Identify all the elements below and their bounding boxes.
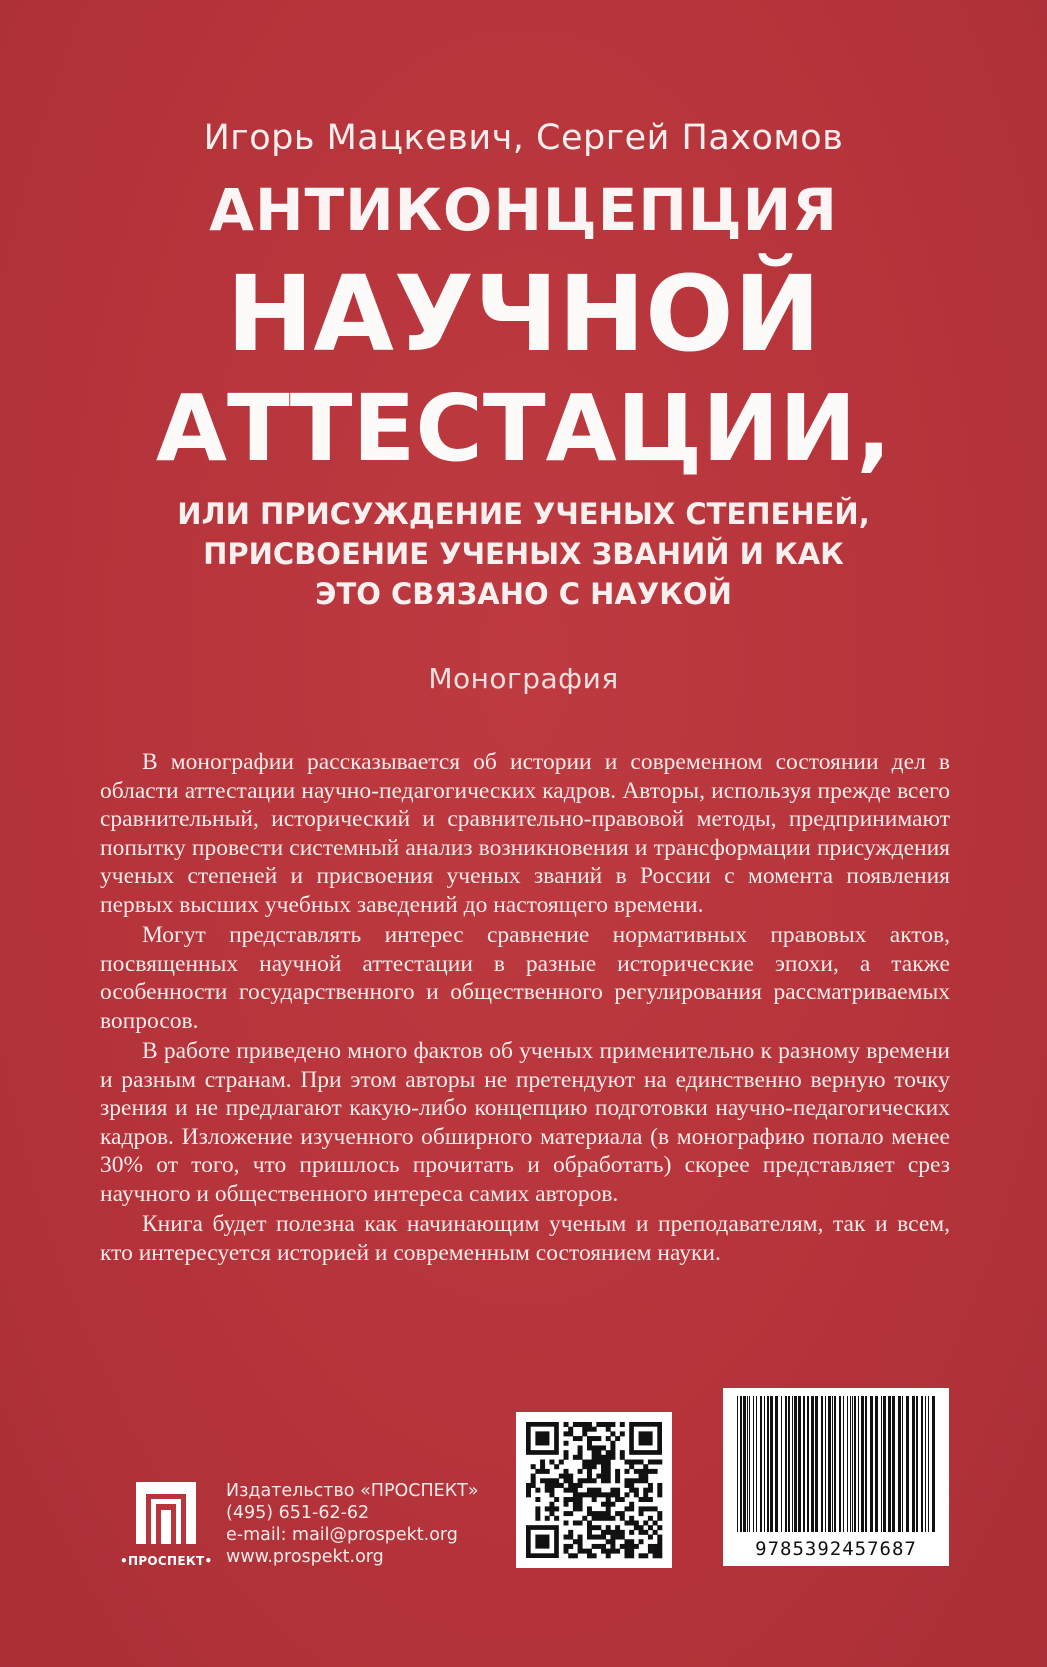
genre-label: Монография <box>428 662 619 695</box>
authors: Игорь Мацкевич, Сергей Пахомов <box>203 118 844 158</box>
title-line-1: АНТИКОНЦЕПЦИЯ <box>209 176 838 244</box>
barcode-bars-icon <box>723 1388 949 1538</box>
isbn-barcode <box>723 1388 949 1566</box>
publisher-logo <box>120 1472 212 1572</box>
title-line-3: АТТЕСТАЦИИ, <box>155 375 892 482</box>
publisher-name: Издательство «ПРОСПЕКТ» <box>226 1481 479 1501</box>
subtitle <box>0 494 1047 614</box>
annotation-paragraph: Книга будет полезна как начинающим ученым и преподавателям, так и всем, кто интересуется историей и современным состоянием науки. <box>100 1211 950 1266</box>
subtitle-line: ИЛИ ПРИСУЖДЕНИЕ УЧЕНЫХ СТЕПЕНЕЙ, <box>177 497 870 531</box>
annotation-paragraph: В работе приведено много фактов об ученых применительно к разному времени и разным странам. При этом авторы не претендуют на единственно верную точку зрения и не предлагают какую-либо концепцию подготовки научно-педагогических кадров. Изложение изученного обширного материала (в монографию попало менее 30% от того, что пришлось прочитать и обработать) скорее представляет срез научного и общественного интереса самих авторов. <box>100 1038 950 1207</box>
publisher-email: e-mail: mail@prospekt.org <box>226 1525 458 1545</box>
qr-code-icon <box>516 1412 672 1568</box>
annotation-paragraph: Могут представлять интерес сравнение нормативных правовых актов, посвященных научной аттестации в разные исторические эпохи, а также особенности государственного и общественного регулирования рассматриваемых вопросов. <box>100 922 950 1034</box>
publisher-website: www.prospekt.org <box>226 1547 384 1567</box>
subtitle-line: ПРИСВОЕНИЕ УЧЕНЫХ ЗВАНИЙ И КАК <box>203 537 844 571</box>
annotation-paragraph: В монографии рассказывается об истории и современном состоянии дел в области аттестации научно-педагогических кадров. Авторы, используя прежде всего сравнительный, исторический и сравнительно-правовой методы, предпринимают попытку провести системный анализ возникновения и трансформации присуждения ученых степеней и присвоения ученых званий в России с момента появления первых высших учебных заведений до настоящего времени. <box>100 749 950 918</box>
publisher-info <box>226 1480 479 1568</box>
logo-wordmark: •ПРОСПЕКТ• <box>120 1554 213 1568</box>
title-line-2: НАУЧНОЙ <box>226 253 821 375</box>
subtitle-line: ЭТО СВЯЗАНО С НАУКОЙ <box>315 577 732 611</box>
publisher-phone: (495) 651-62-62 <box>226 1503 370 1523</box>
annotation <box>100 748 950 1269</box>
isbn-number: 9785392457687 <box>755 1538 917 1560</box>
prospekt-gate-logo-icon <box>136 1482 196 1544</box>
